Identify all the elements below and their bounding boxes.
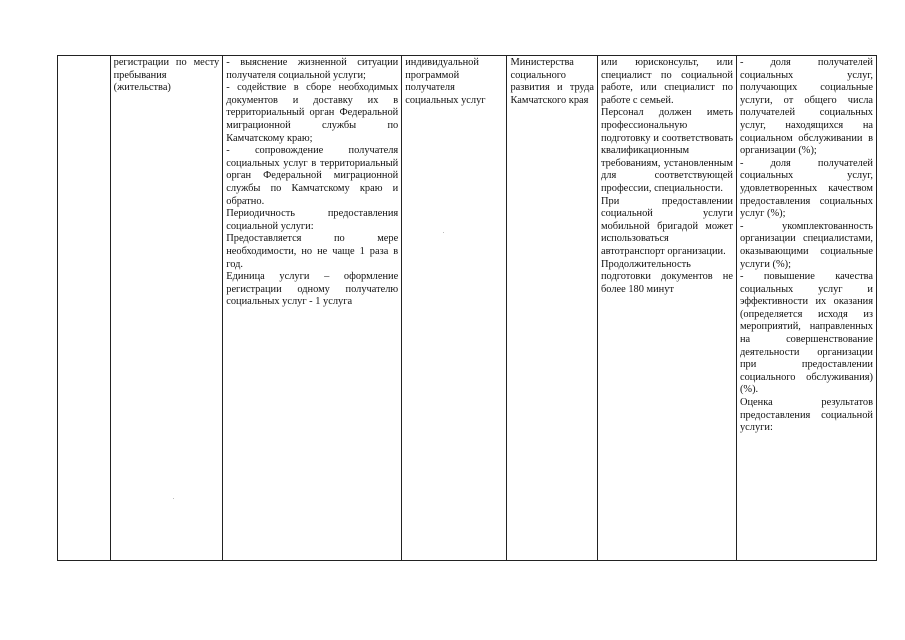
description-paragraph: - выяснение жизненной ситуации получателя социальной услуги; <box>226 57 399 81</box>
conditions-paragraph: Персонал должен иметь профессиональную подготовку и соответствовать квалификационным требованиям, установленным для соответствующей профессии, специальности. <box>601 107 733 194</box>
conditions-paragraph: Продолжительность подготовки документов не более 180 минут <box>601 258 733 295</box>
cell-provision-terms: индивидуальной программой получателя социальных услуг <box>402 56 507 561</box>
description-paragraph: Предоставляется по мере необходимости, но не чаще 1 раза в год. <box>226 233 399 270</box>
indicator-paragraph: Оценка результатов предоставления социальной услуги: <box>739 397 873 434</box>
conditions-paragraph: или юрисконсульт, или специалист по социальной работе, или специалист по работе с семьей. <box>601 57 733 106</box>
indicator-paragraph: - доля получателей социальных услуг, удовлетворенных качеством предоставления социальных услуг (%); <box>739 157 873 220</box>
conditions-paragraph: При предоставлении социальной услуги мобильной бригадой может использоваться автотранспорт организации. <box>601 195 733 257</box>
description-paragraph: Периодичность предоставления социальной услуги: <box>226 208 399 232</box>
cell-number <box>58 56 111 561</box>
table-row <box>58 56 877 561</box>
description-paragraph: Единица услуги – оформление регистрации одному получателю социальных услуг - 1 услуга <box>226 271 399 308</box>
description-paragraph: - сопровождение получателя социальных услуг в территориальный орган Федеральной миграционной службы по Камчатскому краю и обратно. <box>226 145 399 207</box>
cell-conditions <box>598 56 737 561</box>
cell-service-description <box>223 56 402 561</box>
description-paragraph: - содействие в сборе необходимых документов и доставку их в территориальный орган Федеральной миграционной службы по Камчатскому краю; <box>226 82 399 144</box>
indicator-paragraph: - доля получателей социальных услуг, получающих социальные услуги, от общего числа получателей социальных услуг, находящихся на социальном обслуживании в организации (%); <box>739 57 873 157</box>
social-services-table <box>57 55 877 561</box>
indicator-paragraph: - укомплектованность организации специалистами, оказывающими социальные услуги (%); <box>739 220 873 270</box>
cell-quality-indicators <box>736 56 876 561</box>
cell-service-name: регистрации по месту пребывания (жительства) <box>110 56 223 561</box>
scan-speck <box>443 232 444 233</box>
cell-tariff-source: Министерства социального развития и труда Камчатского края <box>507 56 598 561</box>
indicator-paragraph: - повышение качества социальных услуг и эффективности их оказания (определяется исходя из мероприятий, направленных на совершенствование деятельности организации при предоставлении социального обслуживания) (%). <box>739 271 873 396</box>
scan-speck <box>173 498 174 499</box>
